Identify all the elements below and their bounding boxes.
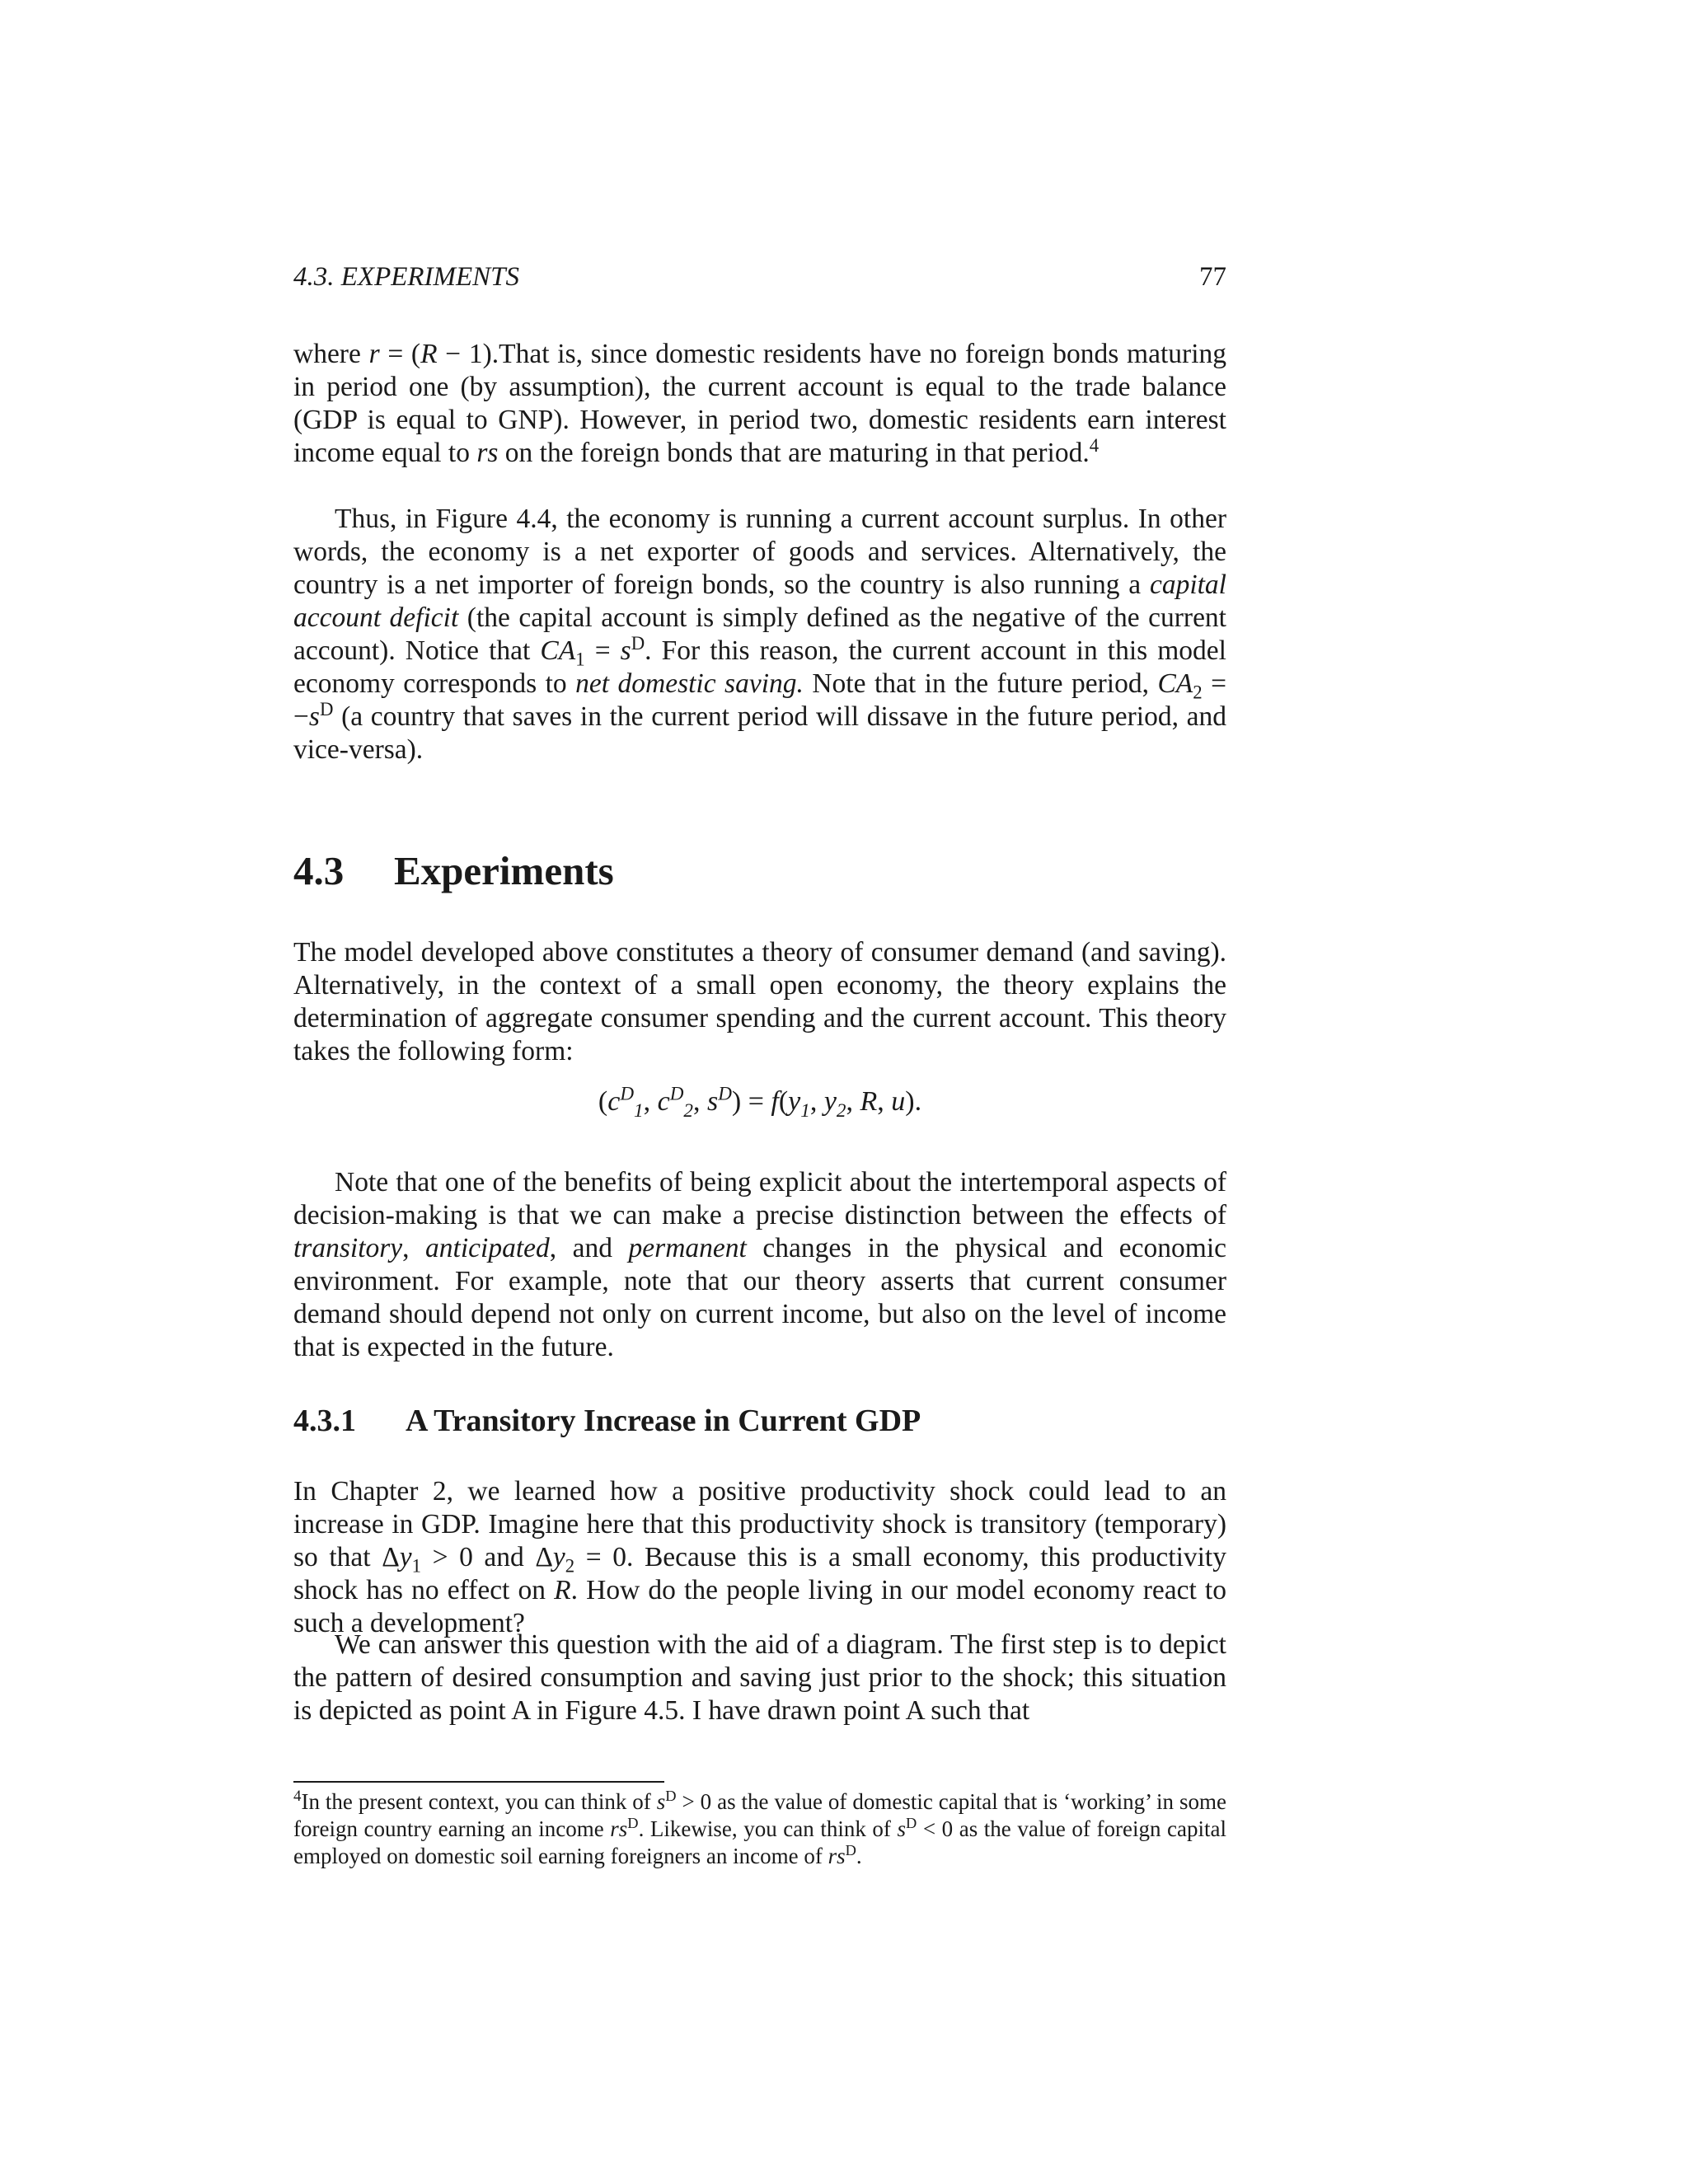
paragraph-theory-intro: The model developed above constitutes a theory of consumer demand (and saving). Alternatively, in the context of a small open economy, the theory explains the determination of aggregate consumer spending and the current account. This theory takes the following form:: [293, 937, 1226, 1066]
section-heading: 4.3 Experiments: [293, 848, 614, 893]
footnote-4: $^4$In the present context, you can think of $s^D > 0$ as the value of domestic capital that is ‘working’ in some foreign country earning an income $rs^D$. Likewise, you can think of $s^D < 0$ as the value of foreign capital employed on domestic soil earning foreigners an income of $rs^D$.: [293, 1788, 1227, 1868]
footnote-rule: [293, 1781, 664, 1783]
footnote-reference[interactable]: 4: [1089, 434, 1100, 456]
paragraph-current-account-surplus: Thus, in Figure 4.4, the economy is running a current account surplus. In other words, the economy is a net exporter of goods and services. Alternatively, the country is a net importer of foreign bonds, so the country is also running a capital account deficit (the capital account is simply defined as the negative of the current account). Notice that $CA_1 = s^D$. For this reason, the current account in this model economy corresponds to net domestic saving. Note that in the future period, $CA_2 = -s^D$ (a country that saves in the current period will dissave in the future period, and vice-versa).: [293, 504, 1226, 765]
paragraph-productivity-shock: In Chapter 2, we learned how a positive productivity shock could lead to an increase in GDP. Imagine here that this productivity shock is transitory (temporary) so that $\Delta y_1 > 0$ and $\Delta y_2 = 0$. Because this is a small economy, this productivity shock has no effect on R. How do the people living in our model economy react to such a development?: [293, 1476, 1226, 1638]
equation-demand-function: ($c^D_1$, $c^D_2$, $s^D) = f(y_1$, $y_2$, R, u).: [598, 1083, 922, 1122]
running-head: [293, 262, 1226, 298]
page-number: 77: [1199, 262, 1226, 292]
paragraph-current-account-trade-balance: where r = (R − 1).That is, since domestic residents have no foreign bonds maturing in period one (by assumption), the current account is equal to the trade balance (GDP is equal to GNP). However, in period two, domestic residents earn interest income equal to rs on the foreign bonds that are maturing in that period.$^4$: [293, 339, 1226, 468]
subsection-heading: 4.3.1 A Transitory Increase in Current GDP: [293, 1404, 921, 1438]
paragraph-diagram-intro: We can answer this question with the aid of a diagram. The first step is to depict the pattern of desired consumption and saving just prior to the shock; this situation is depicted as point A in Figure 4.5. I have drawn point A such that: [293, 1629, 1226, 1726]
paragraph-intertemporal-aspects: Note that one of the benefits of being explicit about the intertemporal aspects of decision-making is that we can make a precise distinction between the effects of transitory, anticipated, and permanent changes in the physical and economic environment. For example, note that our theory asserts that current consumer demand should depend not only on current income, but also on the level of income that is expected in the future.: [293, 1167, 1227, 1362]
running-head-section: 4.3. EXPERIMENTS: [293, 262, 520, 292]
